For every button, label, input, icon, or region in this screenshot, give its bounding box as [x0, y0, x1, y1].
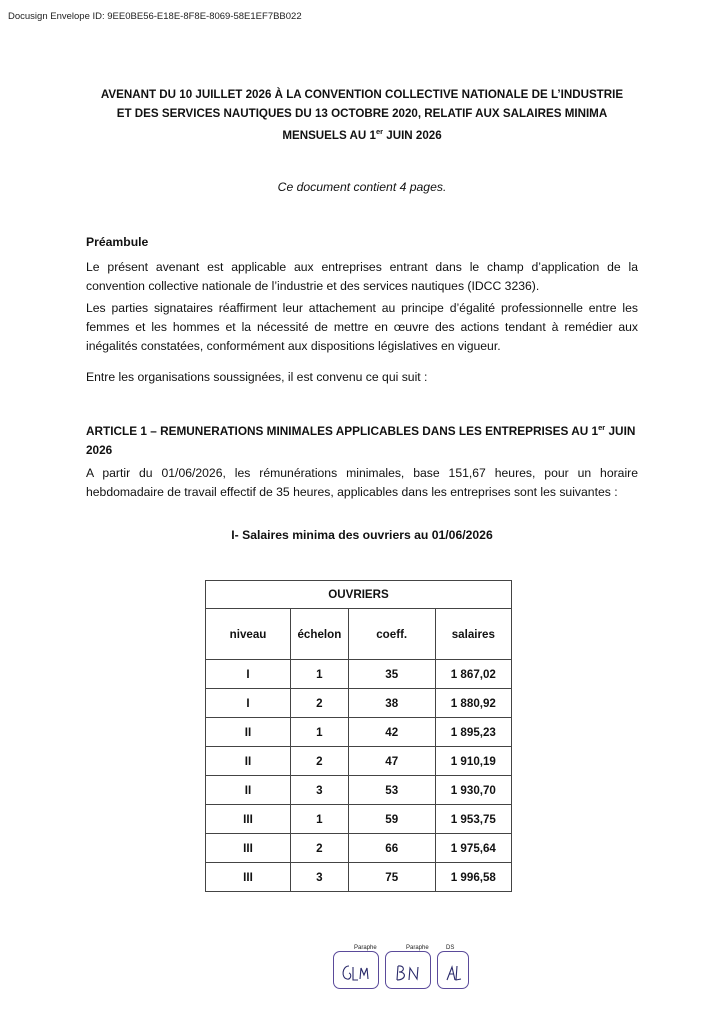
article-1-title: ARTICLE 1 – REMUNERATIONS MINIMALES APPLICABLES DANS LES ENTREPRISES AU 1er JUIN 2026 — [86, 423, 636, 457]
table-row — [206, 805, 512, 834]
section-title: I- Salaires minima des ouvriers au 01/06/2026 — [231, 528, 493, 542]
handwritten-initials-al — [444, 962, 464, 984]
page-count-note: Ce document contient 4 pages. — [277, 180, 447, 194]
cell-echelon: 3 — [291, 776, 349, 805]
cell-coeff: 66 — [348, 834, 435, 863]
cell-coeff: 38 — [348, 689, 435, 718]
cell-echelon: 1 — [291, 660, 349, 689]
preamble-heading: Préambule — [86, 235, 149, 249]
title-line-1: AVENANT DU 10 JUILLET 2026 À LA CONVENTION COLLECTIVE NATIONALE DE L’INDUSTRIE — [100, 88, 624, 101]
column-header-niveau: niveau — [206, 609, 291, 660]
table-row — [206, 834, 512, 863]
envelope-id: Docusign Envelope ID: 9EE0BE56-E18E-8F8E-8069-58E1EF7BB022 — [8, 11, 302, 22]
handwritten-initials-glm — [340, 962, 372, 984]
cell-salaire: 1 895,23 — [435, 718, 511, 747]
table-row — [206, 718, 512, 747]
handwritten-initials-bn — [392, 962, 424, 984]
cell-salaire: 1 953,75 — [435, 805, 511, 834]
article-1-body: A partir du 01/06/2026, les rémunérations minimales, base 151,67 heures, pour un horaire hebdomadaire de travail effectif de 35 heures, applicables dans les entreprises sont les suivantes : — [86, 466, 638, 499]
column-header-coeff: coeff. — [348, 609, 435, 660]
cell-coeff: 35 — [348, 660, 435, 689]
cell-salaire: 1 880,92 — [435, 689, 511, 718]
cell-niveau: I — [206, 660, 291, 689]
table-row — [206, 863, 512, 892]
cell-niveau: II — [206, 747, 291, 776]
initials-box-2 — [385, 945, 431, 989]
cell-coeff: 59 — [348, 805, 435, 834]
cell-niveau: II — [206, 776, 291, 805]
column-header-echelon: échelon — [291, 609, 349, 660]
document-title — [70, 86, 654, 145]
preamble-paragraph-2: Les parties signataires réaffirment leur attachement au principe d’égalité professionnelle entre les femmes et les hommes et la nécessité de mettre en œuvre des actions tendant à remédier aux inégalités constatées, conformément aux dispositions législatives en vigueur. — [86, 301, 638, 353]
cell-echelon: 1 — [291, 805, 349, 834]
signature-initials — [333, 947, 473, 991]
preamble-paragraph-1: Le présent avenant est applicable aux entreprises entrant dans le champ d’application de la convention collective nationale de l’industrie et des services nautiques (IDCC 3236). — [86, 260, 638, 293]
cell-niveau: I — [206, 689, 291, 718]
cell-niveau: III — [206, 805, 291, 834]
salary-table — [205, 580, 512, 892]
cell-echelon: 1 — [291, 718, 349, 747]
cell-coeff: 75 — [348, 863, 435, 892]
cell-coeff: 47 — [348, 747, 435, 776]
table-row — [206, 660, 512, 689]
cell-coeff: 42 — [348, 718, 435, 747]
table-row — [206, 689, 512, 718]
table-row — [206, 776, 512, 805]
title-line-3: MENSUELS AU 1er JUIN 2026 — [282, 127, 442, 142]
cell-salaire: 1 996,58 — [435, 863, 511, 892]
initials-label-2: Paraphe — [406, 945, 429, 951]
cell-echelon: 2 — [291, 689, 349, 718]
cell-echelon: 3 — [291, 863, 349, 892]
cell-echelon: 2 — [291, 834, 349, 863]
cell-echelon: 2 — [291, 747, 349, 776]
table-row — [206, 747, 512, 776]
title-line-2: ET DES SERVICES NAUTIQUES DU 13 OCTOBRE 2020, RELATIF AUX SALAIRES MINIMA — [116, 106, 608, 120]
initials-box-3 — [437, 945, 469, 989]
cell-niveau: III — [206, 863, 291, 892]
cell-niveau: II — [206, 718, 291, 747]
initials-label-3: DS — [446, 945, 455, 951]
cell-salaire: 1 867,02 — [435, 660, 511, 689]
cell-salaire: 1 975,64 — [435, 834, 511, 863]
cell-salaire: 1 930,70 — [435, 776, 511, 805]
cell-coeff: 53 — [348, 776, 435, 805]
initials-label-1: Paraphe — [354, 945, 377, 951]
cell-salaire: 1 910,19 — [435, 747, 511, 776]
cell-niveau: III — [206, 834, 291, 863]
table-group-header: OUVRIERS — [206, 581, 512, 609]
preamble-paragraph-3: Entre les organisations soussignées, il est convenu ce qui suit : — [86, 370, 428, 384]
initials-box-1 — [333, 945, 379, 989]
column-header-salaires: salaires — [435, 609, 511, 660]
